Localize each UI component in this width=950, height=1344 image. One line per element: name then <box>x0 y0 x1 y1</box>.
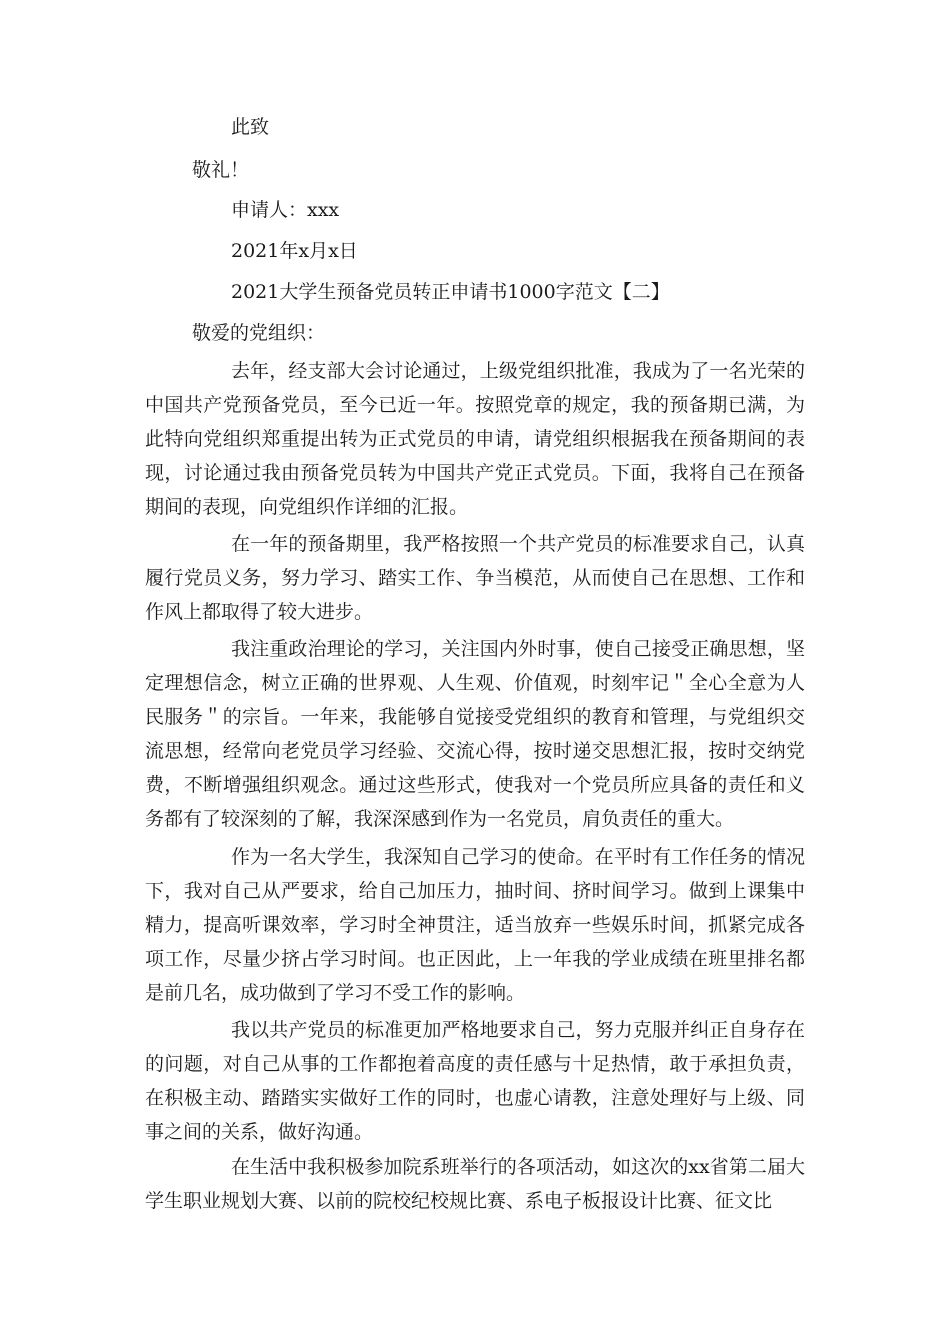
section-title: 2021大学生预备党员转正申请书1000字范文【二】 <box>231 281 670 303</box>
paragraph-4: 作为一名大学生，我深知自己学习的使命。在平时有工作任务的情况下，我对自己从严要求，给自己加压力，抽时间、挤时间学习。做到上课集中精力，提高听课效率，学习时全神贯注，适当放弃一些娱乐时间，抓紧完成各项工作，尽量少挤占学习时间。也正因此，上一年我的学业成绩在班里排名都是前几名，成功做到了学习不受工作的影响。 <box>145 846 805 1004</box>
closing-respect: 敬礼！ <box>192 159 250 181</box>
paragraph-3: 我注重政治理论的学习，关注国内外时事，使自己接受正确思想，坚定理想信念，树立正确的世界观、人生观、价值观，时刻牢记＂全心全意为人民服务＂的宗旨。一年来，我能够自觉接受党组织的教育和管理，与党组织交流思想，经常向老党员学习经验、交流心得，按时递交思想汇报，按时交纳党费，不断增强组织观念。通过这些形式，使我对一个党员所应具备的责任和义务都有了较深刻的了解，我深深感到作为一名党员，肩负责任的重大。 <box>145 638 805 830</box>
paragraph-6: 在生活中我积极参加院系班举行的各项活动，如这次的xx省第二届大学生职业规划大赛、以前的院校纪校规比赛、系电子板报设计比赛、征文比 <box>145 1156 805 1212</box>
paragraph-5: 我以共产党员的标准更加严格地要求自己，努力克服并纠正自身存在的问题，对自己从事的工作都抱着高度的责任感与十足热情，敢于承担负责，在积极主动、踏踏实实做好工作的同时，也虚心请教，注意处理好与上级、同事之间的关系，做好沟通。 <box>145 1019 805 1143</box>
closing-salutation: 此致 <box>231 116 270 138</box>
date-line: 2021年x月x日 <box>231 240 358 262</box>
greeting: 敬爱的党组织： <box>192 322 326 344</box>
paragraph-1: 去年，经支部大会讨论通过，上级党组织批准，我成为了一名光荣的中国共产党预备党员，至今已近一年。按照党章的规定，我的预备期已满，为此特向党组织郑重提出转为正式党员的申请，请党组织根据我在预备期间的表现，讨论通过我由预备党员转为中国共产党正式党员。下面，我将自己在预备期间的表现，向党组织作详细的汇报。 <box>145 360 805 518</box>
paragraph-2: 在一年的预备期里，我严格按照一个共产党员的标准要求自己，认真履行党员义务，努力学习、踏实工作、争当模范，从而使自己在思想、工作和作风上都取得了较大进步。 <box>145 533 805 623</box>
applicant-line: 申请人：xxx <box>231 199 340 221</box>
